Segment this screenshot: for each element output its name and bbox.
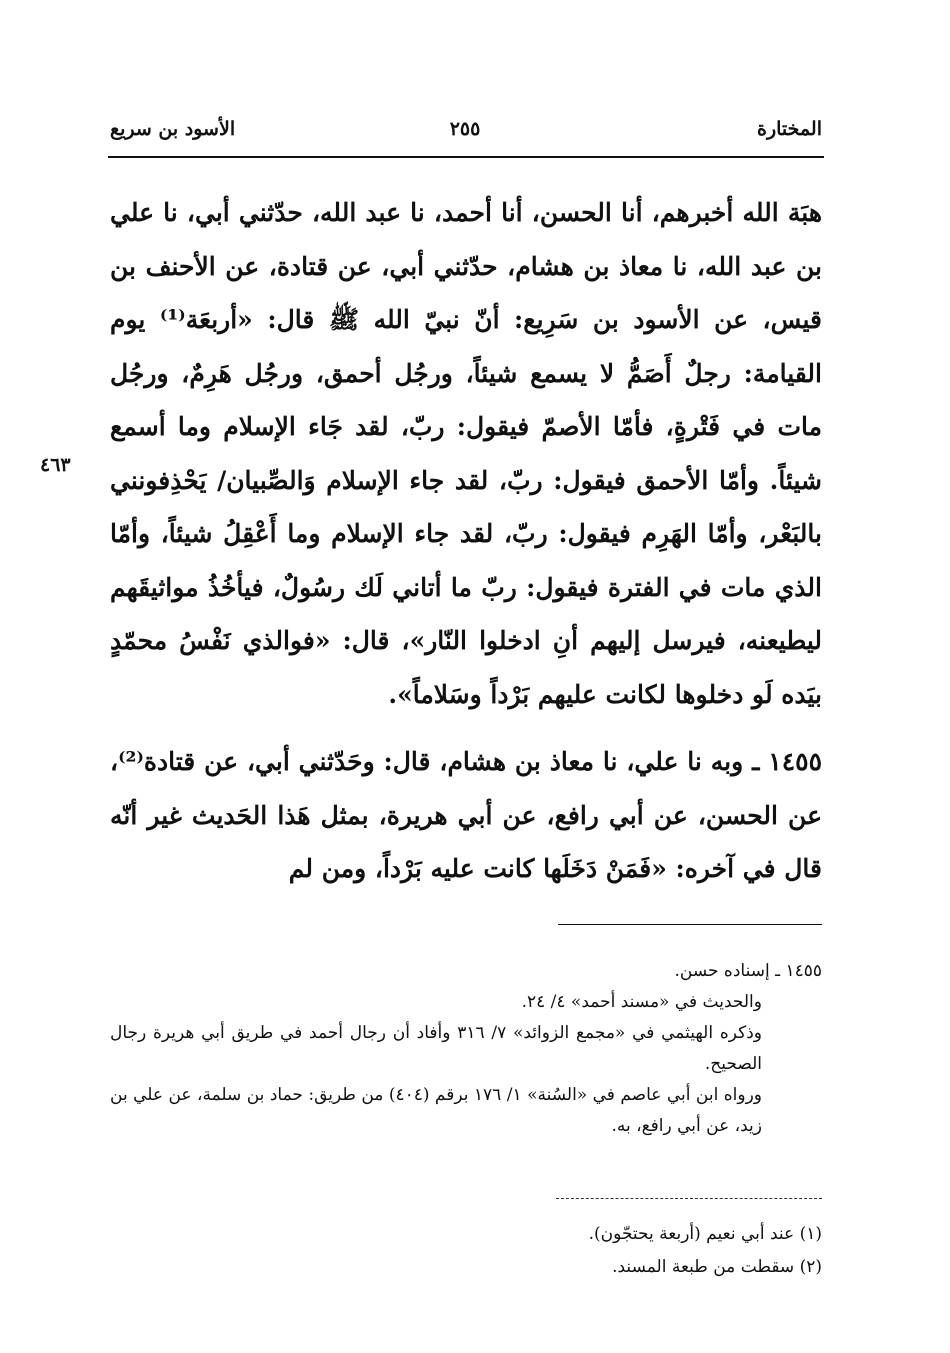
page-number: ٢٥٥ — [449, 118, 481, 140]
editor-notes — [110, 956, 822, 1142]
hadith-number: ١٤٥٥ — [768, 747, 822, 776]
notes-separator — [558, 924, 822, 925]
margin-page-number: ٤٦٣ — [40, 454, 71, 476]
running-header-chapter: الأسود بن سريع — [110, 118, 236, 140]
note-line-4: ورواه ابن أبي عاصم في «السُنة» ١/ ١٧٦ برقم (٤٠٤) من طريق: حماد بن سلمة، عن علي بن زيد، عن أبي رافع، به. — [110, 1085, 763, 1136]
note-line-1: ١٤٥٥ ـ إسناده حسن. — [674, 961, 822, 981]
footnote-1: (١) عند أبي نعيم (أربعة يحتجّون). — [588, 1224, 822, 1244]
footnotes — [110, 1218, 822, 1284]
hadith-paragraph-2 — [110, 735, 822, 896]
hadith-paragraph-2-text: ـ وبه نا علي، نا معاذ بن هشام، قال: وحَدّثني أبي، عن قتادة⁽²⁾، عن الحسن، عن أبي رافع، عن أبي هريرة، بمثل هَذا الحَديث غير أنّه قال في آخره: «فَمَنْ دَخَلَها كانت عليه بَرْداً، ومن لم — [110, 747, 822, 883]
footnote-2: (٢) سقطت من طبعة المسند. — [612, 1257, 822, 1277]
note-line-3: وذكره الهيثمي في «مجمع الزوائد» ٧/ ٣١٦ وأفاد أن رجال أحمد في طريق أبي هريرة رجال الصحيح. — [110, 1023, 762, 1074]
note-line-2: والحديث في «مسند أحمد» ٤/ ٢٤. — [521, 992, 762, 1012]
main-text — [110, 186, 822, 896]
header-rule — [108, 156, 824, 158]
footnotes-separator — [556, 1198, 822, 1199]
hadith-paragraph-1: هبَة الله أخبرهم، أنا الحسن، أنا أحمد، نا عبد الله، حدّثني أبي، نا علي بن عبد الله، نا معاذ بن هشام، حدّثني أبي، عن قتادة، عن الأحنف بن قيس، عن الأسود بن سَرِيع: أنّ نبيّ الله ﷺ قال: «أربعَة⁽¹⁾ يوم القيامة: رجلٌ أَصَمُّ لا يسمع شيئاً، ورجُل أحمق، ورجُل هَرِمٌ، ورجُل مات في فَتْرةٍ، فأمّا الأصمّ فيقول: ربّ، لقد جَاء الإسلام وما أسمع شيئاً. وأمّا الأحمق فيقول: ربّ، لقد جاء الإسلام وَالصِّبيان/ يَحْذِفونني بالبَعْر، وأمّا الهَرِم فيقول: ربّ، لقد جاء الإسلام وما أَعْقِلُ شيئاً، وأمّا الذي مات في الفترة فيقول: ربّ ما أتاني لَك رسُولٌ، فيأخُذُ مواثيقَهم ليطيعنه، فيرسل إليهم أنِ ادخلوا النّار»، قال: «فوالذي نَفْسُ محمّدٍ بيَده لَو دخلوها لكانت عليهم بَرْداً وسَلاماً». — [110, 198, 822, 709]
running-header-book-title: المختارة — [757, 118, 822, 140]
